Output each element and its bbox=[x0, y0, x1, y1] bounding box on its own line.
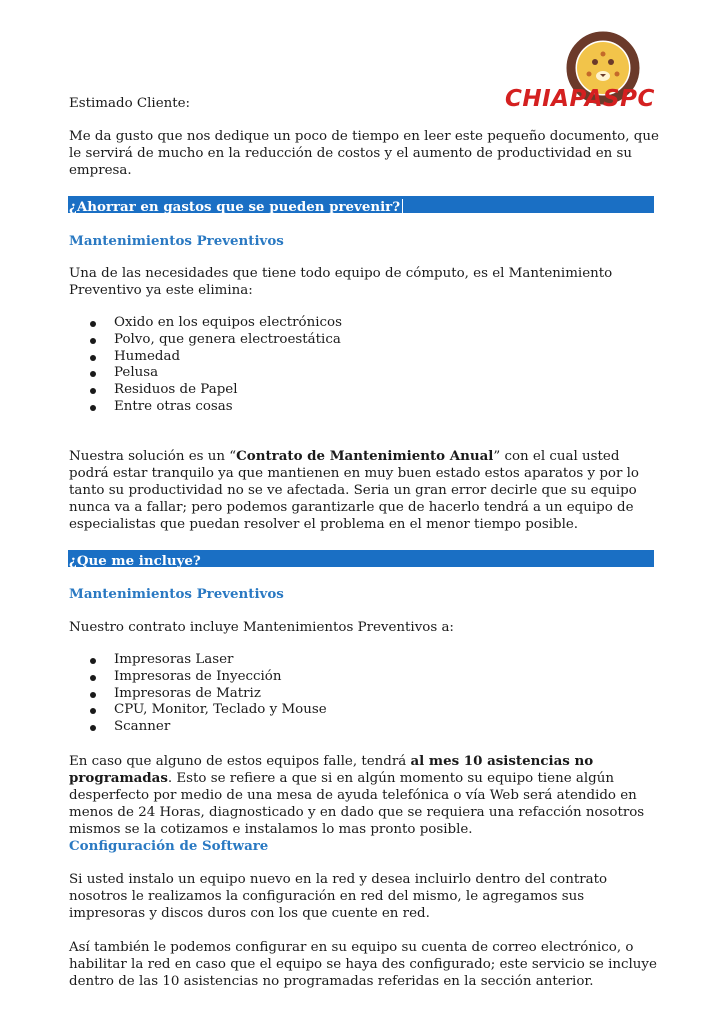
bullet-icon bbox=[90, 725, 96, 731]
list-item: Impresoras de Matriz bbox=[90, 686, 327, 703]
bullet-icon bbox=[90, 405, 96, 411]
section1-paragraph: Una de las necesidades que tiene todo equipo de cómputo, es el Mantenimiento Preventivo ya este elimina: bbox=[69, 266, 613, 298]
section1-subtitle: Mantenimientos Preventivos bbox=[69, 233, 284, 249]
bullet-icon bbox=[90, 338, 96, 344]
list-item: CPU, Monitor, Teclado y Mouse bbox=[90, 702, 327, 719]
brand-logo-text: CHIAPASPC bbox=[505, 86, 655, 112]
list-item: Residuos de Papel bbox=[90, 382, 342, 399]
solution-paragraph: Nuestra solución es un “Contrato de Mantenimiento Anual” con el cual usted podrá estar tranquilo ya que mantienen en muy buen estado estos aparatos y por lo tanto su productividad no se ve afectada. Seria un gran error decirle que su equipo nunca va a fallar; pero podemos garantizarle que de hacerlo tendrá a un equipo de especialistas que puedan resolver el problema en el menor tiempo posible. bbox=[69, 448, 639, 532]
intro-paragraph: Me da gusto que nos dedique un poco de tiempo en leer este pequeño documento, que le servirá de mucho en la reducción de costos y el aumento de productividad en su empresa. bbox=[69, 129, 659, 178]
list-item: Impresoras de Inyección bbox=[90, 669, 327, 686]
section2-bullet-list bbox=[90, 652, 327, 736]
config-paragraph-1: Si usted instalo un equipo nuevo en la red y desea incluirlo dentro del contrato nosotros le realizamos la configuración en red del mismo, le agregamos sus impresoras y discos duros con los que cuente en red. bbox=[69, 872, 608, 921]
section2-paragraph: Nuestro contrato incluye Mantenimientos Preventivos a: bbox=[69, 620, 454, 635]
bullet-icon bbox=[90, 658, 96, 664]
config-paragraph-2: Así también le podemos configurar en su equipo su cuenta de correo electrónico, o habilitar la red en caso que el equipo se haya des configurado; este servicio se incluye dentro de las 10 asistencias no programadas referidas en la sección anterior. bbox=[69, 940, 657, 989]
list-item: Entre otras cosas bbox=[90, 399, 342, 416]
greeting: Estimado Cliente: bbox=[69, 96, 191, 111]
failure-paragraph: En caso que alguno de estos equipos falle, tendrá al mes 10 asistencias no programadas. Esto se refiere a que si en algún momento su equipo tiene algún desperfecto por medio de una mesa de ayuda telefónica o vía Web será atendido en menos de 24 Horas, diagnosticado y en dado que se requiera una refacción nosotros mismos se la cotizamos e instalamos lo mas pronto posible. bbox=[69, 753, 645, 837]
section-band-1 bbox=[68, 196, 654, 213]
list-item: Polvo, que genera electroestática bbox=[90, 332, 342, 349]
section-title-2: ¿Que me incluye? bbox=[69, 553, 201, 569]
section1-bullet-list bbox=[90, 315, 342, 416]
list-item: Oxido en los equipos electrónicos bbox=[90, 315, 342, 332]
bullet-icon bbox=[90, 321, 96, 327]
bullet-icon bbox=[90, 692, 96, 698]
list-item: Scanner bbox=[90, 719, 327, 736]
bullet-icon bbox=[90, 388, 96, 394]
config-subtitle: Configuración de Software bbox=[69, 838, 269, 854]
bullet-icon bbox=[90, 355, 96, 361]
bullet-icon bbox=[90, 708, 96, 714]
list-item: Impresoras Laser bbox=[90, 652, 327, 669]
section-band-2 bbox=[68, 550, 654, 567]
bullet-icon bbox=[90, 675, 96, 681]
section-title-1: ¿Ahorrar en gastos que se pueden prevenir? bbox=[68, 199, 403, 216]
bullet-icon bbox=[90, 371, 96, 377]
list-item: Humedad bbox=[90, 349, 342, 366]
section2-subtitle: Mantenimientos Preventivos bbox=[69, 586, 284, 602]
list-item: Pelusa bbox=[90, 365, 342, 382]
